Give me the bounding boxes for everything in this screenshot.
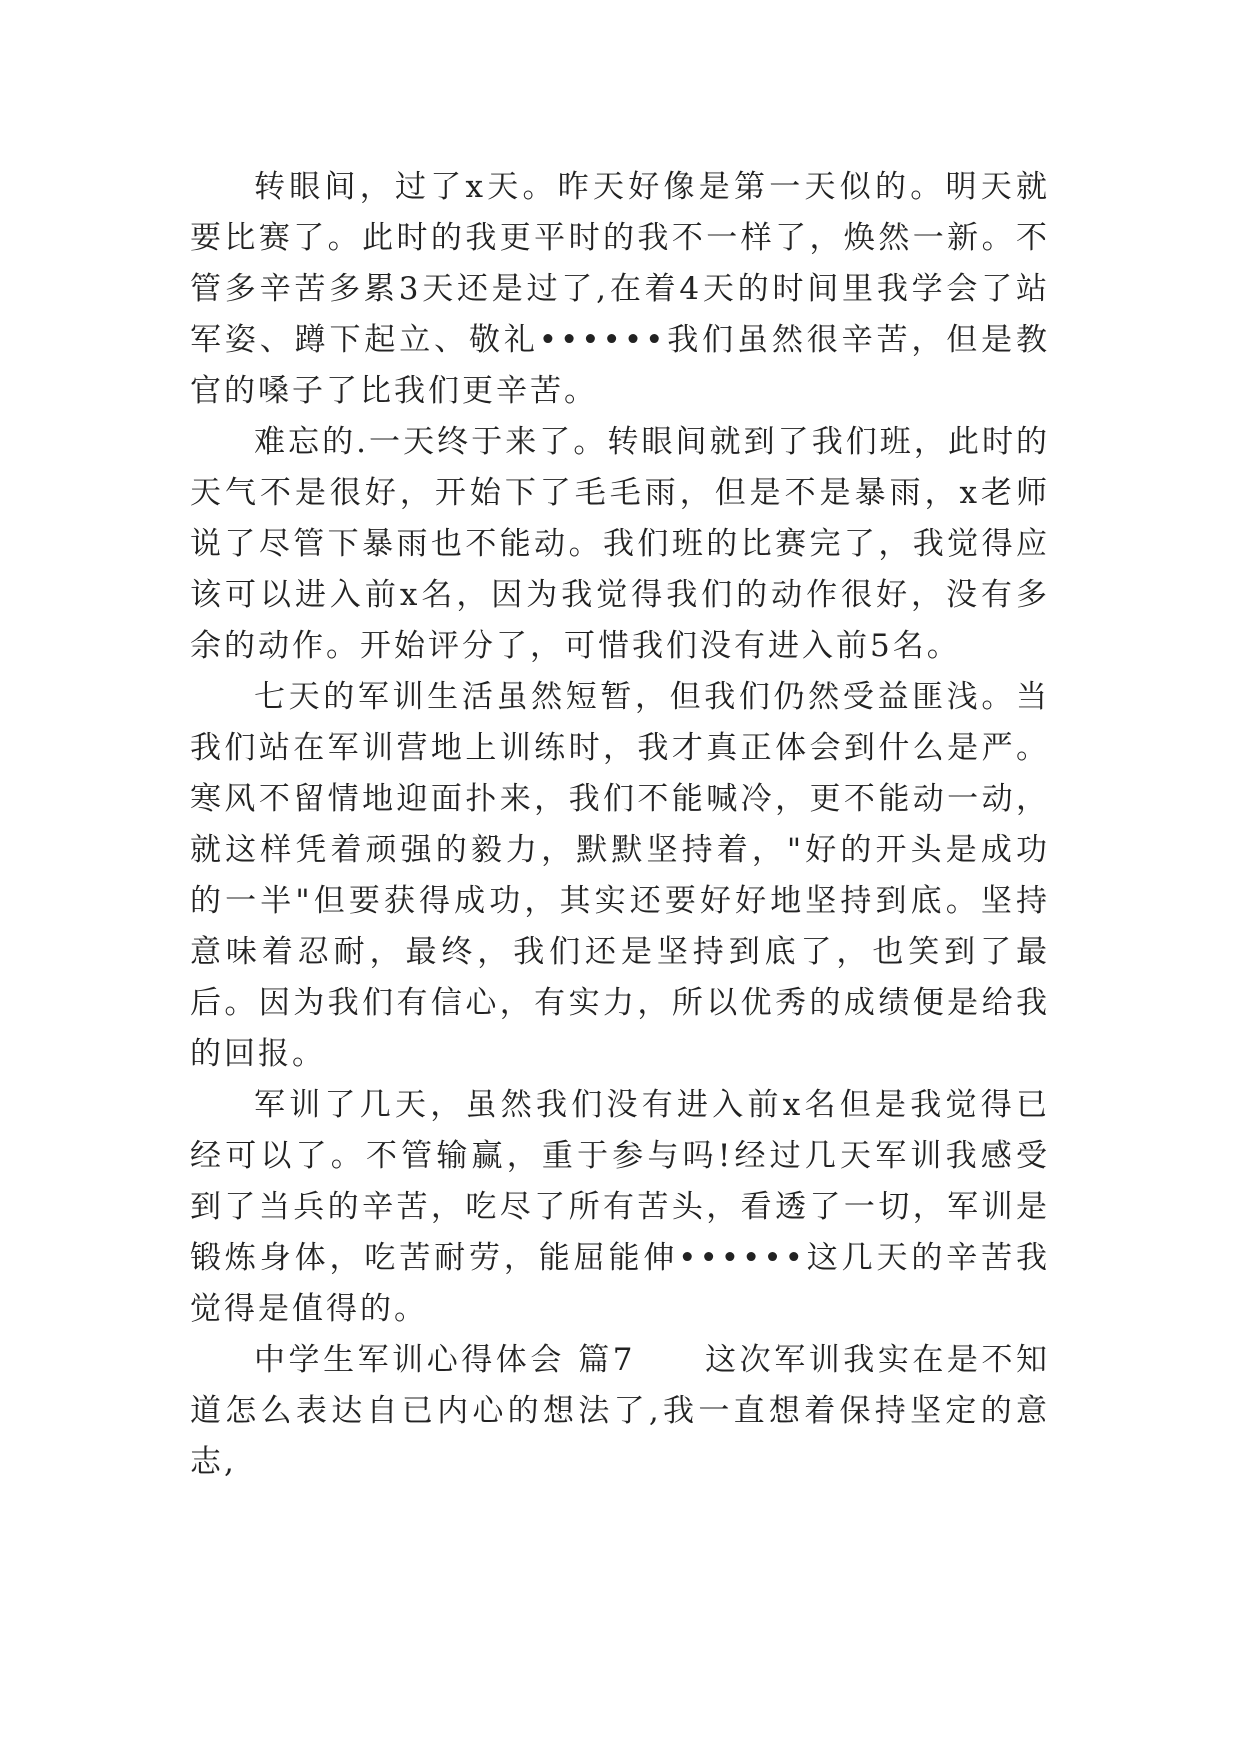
paragraph-5: 中学生军训心得体会 篇7 这次军训我实在是不知道怎么表达自已内心的想法了,我一直想着保持坚定的意志, (190, 1342, 1050, 1480)
paragraph-4: 军训了几天，虽然我们没有进入前x名但是我觉得已经可以了。不管输赢，重于参与吗!经过几天军训我感受到了当兵的辛苦，吃尽了所有苦头，看透了一切，军训是锻炼身体，吃苦耐劳，能屈能伸••••••这几天的辛苦我觉得是值得的。 (190, 1087, 1050, 1327)
document-body (190, 162, 1050, 1488)
paragraph-2: 难忘的.一天终于来了。转眼间就到了我们班，此时的天气不是很好，开始下了毛毛雨，但是不是暴雨，x老师说了尽管下暴雨也不能动。我们班的比赛完了，我觉得应该可以进入前x名，因为我觉得我们的动作很好，没有多余的动作。开始评分了，可惜我们没有进入前5名。 (190, 424, 1050, 664)
paragraph-1: 转眼间，过了x天。昨天好像是第一天似的。明天就要比赛了。此时的我更平时的我不一样了，焕然一新。不管多辛苦多累3天还是过了,在着4天的时间里我学会了站军姿、蹲下起立、敬礼••••••我们虽然很辛苦，但是教官的嗓子了比我们更辛苦。 (190, 169, 1050, 409)
paragraph-3: 七天的军训生活虽然短暂，但我们仍然受益匪浅。当我们站在军训营地上训练时，我才真正体会到什么是严。寒风不留情地迎面扑来，我们不能喊冷，更不能动一动，就这样凭着顽强的毅力，默默坚持着，"好的开头是成功的一半"但要获得成功，其实还要好好地坚持到底。坚持意味着忍耐，最终，我们还是坚持到底了，也笑到了最后。因为我们有信心，有实力，所以优秀的成绩便是给我的回报。 (190, 679, 1050, 1072)
